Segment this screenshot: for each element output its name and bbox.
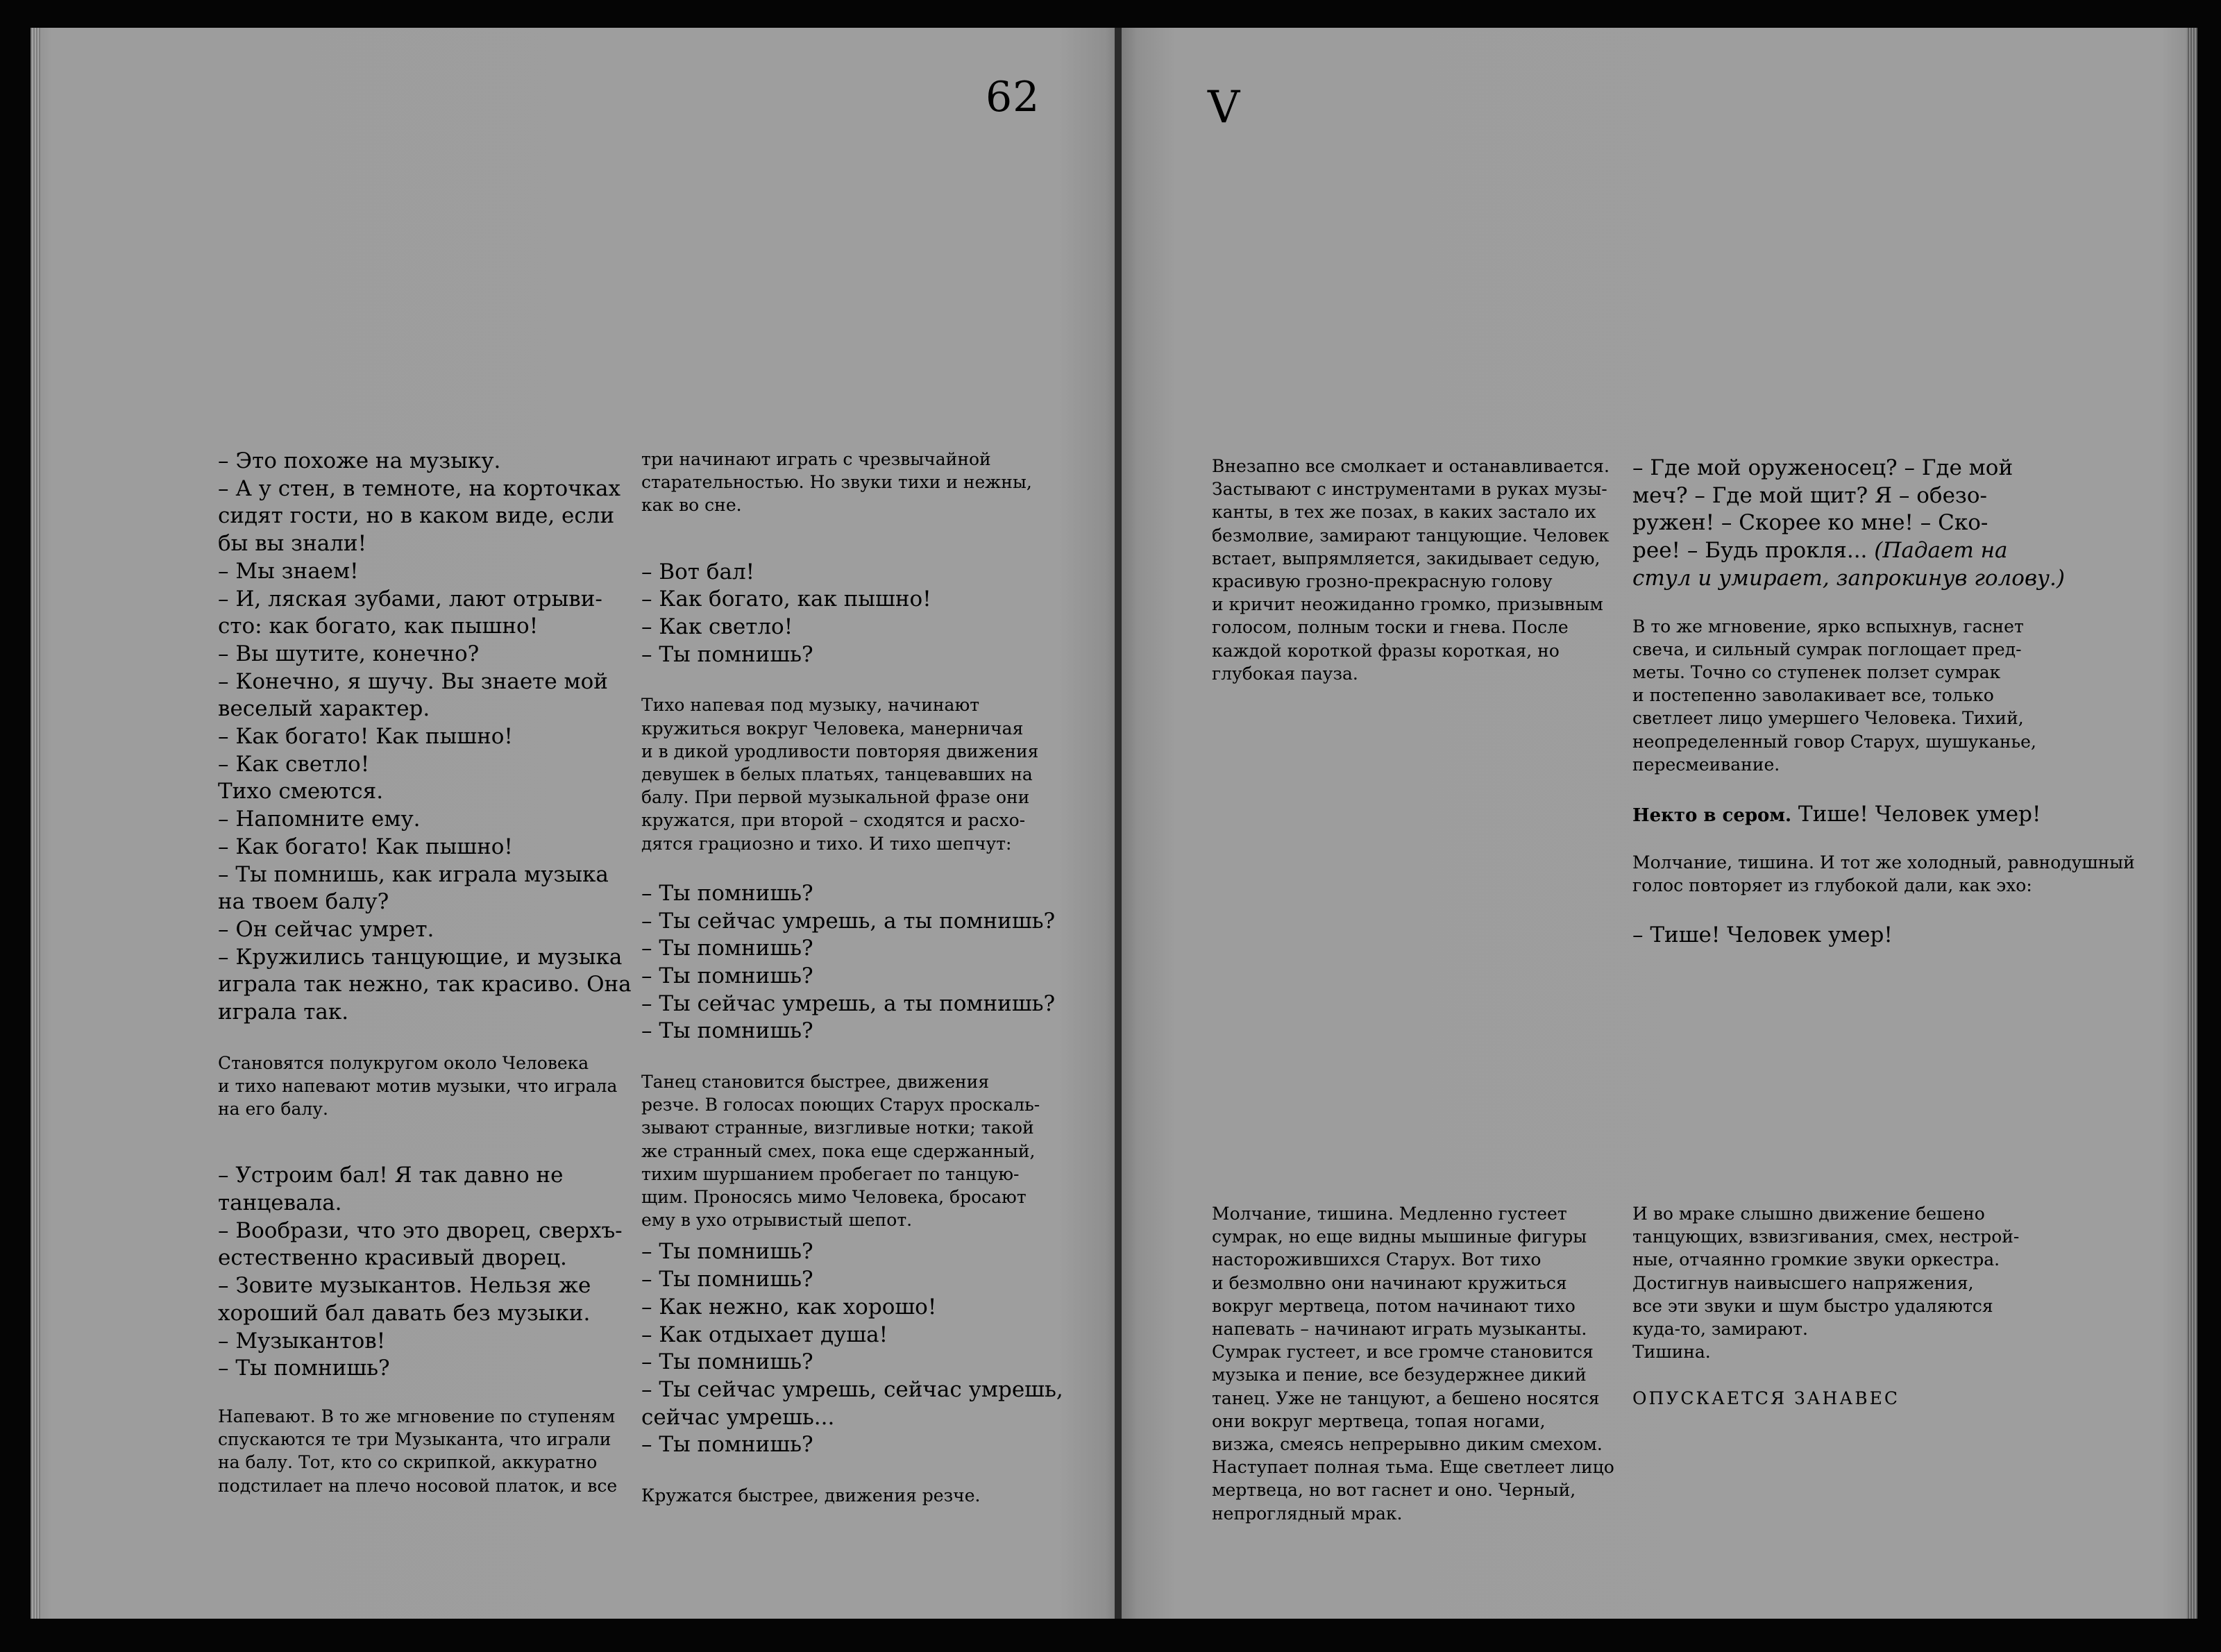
text-line: каждой короткой фразы короткая, но [1212,640,1560,661]
text-line: сумрак, но еще видны мышиные фигуры [1212,1227,1587,1247]
text-line: веселый характер. [218,696,430,722]
text-line: на его балу. [218,1099,328,1120]
text-line: – Как отдыхает душа! [641,1322,888,1347]
text-line: – Вот бал! [641,559,755,584]
text-line: Достигнув наивысшего напряжения, [1632,1272,1974,1293]
text-line: Застывают с инструментами в руках музы- [1212,479,1607,500]
stage-inline: стул и умирает, запрокинув голову.) [1632,565,2065,591]
text-line: – Музыкантов! [218,1328,386,1354]
speaker-name: Некто в сером. [1632,804,1792,826]
text-line: сейчас умрешь... [641,1404,835,1430]
text-line: танцующих, взвизгивания, смех, нестрой- [1632,1227,2020,1247]
text-line: как во сне. [641,495,742,516]
text-line: танцевала. [218,1190,342,1216]
text-line: танец. Уже не танцуют, а бешено носятся [1212,1388,1600,1408]
text-line: – Ты помнишь? [218,1356,390,1381]
text-line: балу. При первой музыкальной фразе они [641,787,1030,808]
text-line: Тихо смеются. [218,779,384,804]
text-line: щим. Проносясь мимо Человека, бросают [641,1187,1027,1208]
text-line: играла так нежно, так красиво. Она [218,972,632,997]
stage-direction [641,1070,1058,1231]
stage-inline: (Падает на [1874,538,2008,564]
text-line: куда-то, замирают. [1632,1319,1808,1340]
text-line: непроглядный мрак. [1212,1503,1403,1524]
text-line: естественно красивый дворец. [218,1245,567,1271]
text-line: безмолвие, замирают танцующие. Человек [1212,525,1610,546]
text-line: – Вообрази, что это дворец, сверхъ- [218,1217,623,1243]
text-line: – Как светло! [641,614,793,640]
right-page-edge [2186,28,2197,1619]
text-line: – Ты сейчас умрешь, а ты помнишь? [641,991,1056,1016]
text-line: – Ты помнишь? [641,1349,813,1375]
left-page-edge [31,28,40,1619]
text-line: играла так. [218,1000,349,1025]
text-line: на балу. Тот, кто со скрипкой, аккуратно [218,1452,598,1473]
text-line: встает, выпрямляется, закидывает седую, [1212,548,1601,568]
text-line: Тихо напевая под музыку, начинают [641,695,980,716]
stage-direction [218,1405,634,1497]
text-line: дятся грациозно и тихо. И тихо шепчут: [641,833,1012,854]
right-column-1-top [1212,455,1628,685]
stage-direction [1632,1202,2160,1363]
text-line: – Ты сейчас умрешь, а ты помнишь? [641,908,1056,934]
text-line: – Как нежно, как хорошо! [641,1294,937,1320]
text-line: красивую грозно-прекрасную голову [1212,571,1553,592]
text-line: – Как богато! Как пышно! [218,834,513,859]
stage-direction [218,1052,634,1121]
text-line: старательностью. Но звуки тихи и нежны, [641,472,1032,493]
text-line: – Ты помнишь? [641,1267,813,1292]
stage-direction [1632,851,2160,897]
text-line: – Ты помнишь? [641,1018,813,1044]
text-line: ему в ухо отрывистый шепот. [641,1210,913,1231]
text-line: сто: как богато, как пышно! [218,614,539,639]
text-line: – Устроим бал! Я так давно не [218,1163,564,1188]
text-line: и постепенно заволакивает все, только [1632,685,1994,706]
text-line: – Ты помнишь? [641,641,813,667]
curtain-line: ОПУСКАЕТСЯ ЗАНАВЕС [1632,1388,1900,1409]
text-line: тихим шуршанием пробегает по танцую- [641,1163,1020,1184]
text-line: канты, в тех же позах, в каких застало их [1212,502,1596,523]
text-line: и безмолвно они начинают кружиться [1212,1272,1567,1293]
left-column-2 [641,448,1063,1507]
text-line: – Напомните ему. [218,807,421,832]
text-line: мертвеца, но вот гаснет и оно. Черный, [1212,1480,1576,1501]
text-line: Молчание, тишина. И тот же холодный, равнодушный [1632,852,2135,873]
right-column-1-bottom [1212,1202,1628,1525]
text-line: музыка и пение, все безудержнее дикий [1212,1365,1587,1385]
text-line: – Вы шутите, конечно? [218,641,480,666]
text-line: – Ты помнишь? [641,880,813,906]
text-line: резче. В голосах поющих Старух проскаль- [641,1095,1040,1115]
text-line: сидят гости, но в каком виде, если [218,503,615,529]
text-line: на твоем балу? [218,889,389,915]
text-line: – Конечно, я шучу. Вы знаете мой [218,668,608,694]
text-line: насторожившихся Старух. Вот тихо [1212,1249,1542,1270]
text-line: Сумрак густеет, и все громче становится [1212,1342,1594,1363]
final-speech: – Где мой оруженосец? – Где мой меч? – Где мой щит? Я – обезо- ружен! – Скорее ко мне! – Ско- рее! – Будь прокля... (Падает на стул и умирает, запрокинув голову.) [1632,455,2160,593]
text-line: визжа, смеясь непрерывно диким смехом. [1212,1434,1603,1455]
page-number: 62 [986,73,1040,121]
speaker-line: Некто в сером. Тише! Человек умер! [1632,801,2041,827]
text-line: В то же мгновение, ярко вспыхнув, гаснет [1632,616,2024,637]
text-line: И во мраке слышно движение бешено [1632,1204,1985,1224]
text-line: Напевают. В то же мгновение по ступеням [218,1406,616,1426]
text-line: – Мы знаем! [218,558,359,584]
text-line: напевать – начинают играть музыканты. [1212,1319,1587,1340]
text-line: бы вы знали! [218,531,367,557]
text-line: свеча, и сильный сумрак поглощает пред- [1632,639,2022,659]
text-line: – Ты помнишь, как играла музыка [218,861,609,887]
text-line: кружиться вокруг Человека, манерничая [641,718,1024,739]
text-line: Наступает полная тьма. Еще светлеет лицо [1212,1457,1614,1478]
text-line: девушек в белых платьях, танцевавших на [641,764,1033,785]
text-line: – А у стен, в темноте, на корточках [218,475,620,501]
text-line: – Ты сейчас умрешь, сейчас умрешь, [641,1377,1063,1402]
right-column-2-bottom [1632,1202,2160,1408]
text-line: и тихо напевают мотив музыки, что играла [218,1075,618,1096]
text-line: вокруг мертвеца, потом начинают тихо [1212,1295,1576,1316]
text-line: – Как светло! [218,751,370,777]
section-numeral: V [1208,82,1241,133]
stage-direction [641,693,1058,854]
text-line: – Ты помнишь? [641,963,813,988]
text-line: – И, ляская зубами, лают отрыви- [218,586,602,612]
right-column-2 [1632,455,2160,950]
dialogue-block [218,448,634,1027]
text-line: – Ты помнишь? [641,1432,813,1458]
text-line: и в дикой уродливости повторяя движения [641,741,1039,761]
text-line: хороший бал давать без музыки. [218,1300,591,1326]
text-line: Становятся полукругом около Человека [218,1052,589,1073]
text-line: же странный смех, пока еще сдержанный, [641,1140,1036,1161]
text-line: пересмеивание. [1632,754,1780,775]
text-line: голосом, полным тоски и гнева. После [1212,617,1569,638]
echo-line: – Тише! Человек умер! [1632,922,1893,948]
text-line: кружатся, при второй – сходятся и расхо- [641,810,1026,831]
text-line: – Кружились танцующие, и музыка [218,944,623,970]
text-line: – Ты помнишь? [641,936,813,961]
text-line: Кружатся быстрее, движения резче. [641,1485,981,1506]
text-line: все эти звуки и шум быстро удаляются [1632,1295,1993,1316]
text-line: ные, отчаянно громкие звуки оркестра. [1632,1249,2000,1270]
text-line: Внезапно все смолкает и останавливается. [1212,456,1610,476]
text-line: – Это похоже на музыку. [218,448,501,473]
text-line: Танец становится быстрее, движения [641,1072,990,1093]
text-line: меты. Точно со ступенек ползет сумрак [1632,661,2001,682]
text-line: – Ты помнишь? [641,1239,813,1265]
text-line: спускаются те три Музыканта, что играли [218,1429,611,1450]
dialogue-block [218,1162,634,1383]
text-line: три начинают играть с чрезвычайной [641,449,991,469]
stage-direction [641,1484,1058,1507]
text-line: – Как богато! Как пышно! [218,724,513,750]
text-line: – Зовите музыкантов. Нельзя же [218,1273,591,1299]
stage-direction [641,448,1058,517]
text-line: – Он сейчас умрет. [218,916,434,942]
text-line: они вокруг мертвеца, топая ногами, [1212,1410,1546,1431]
stage-direction [1632,615,2160,776]
text-line: голос повторяет из глубокой дали, как эхо: [1632,875,2032,895]
text-line: светлеет лицо умершего Человека. Тихий, [1632,708,2024,729]
text-line: подстилает на плечо носовой платок, и все [218,1475,618,1496]
dialogue-block [641,559,1058,669]
text-line: зывают странные, визгливые нотки; такой [641,1118,1034,1138]
dialogue-block [641,880,1058,1045]
text-line: Тишина. [1632,1342,1711,1363]
text-line: неопределенный говор Старух, шушуканье, [1632,731,2036,752]
text-line: глубокая пауза. [1212,663,1358,684]
text-line: и кричит неожиданно громко, призывным [1212,594,1603,615]
left-column-1 [218,448,634,1497]
text-line: Молчание, тишина. Медленно густеет [1212,1204,1567,1224]
dialogue-block [641,1238,1063,1459]
book-gutter [1115,28,1122,1619]
stage-direction [1212,1202,1628,1525]
text-line: – Как богато, как пышно! [641,587,931,612]
stage-direction [1212,455,1628,685]
